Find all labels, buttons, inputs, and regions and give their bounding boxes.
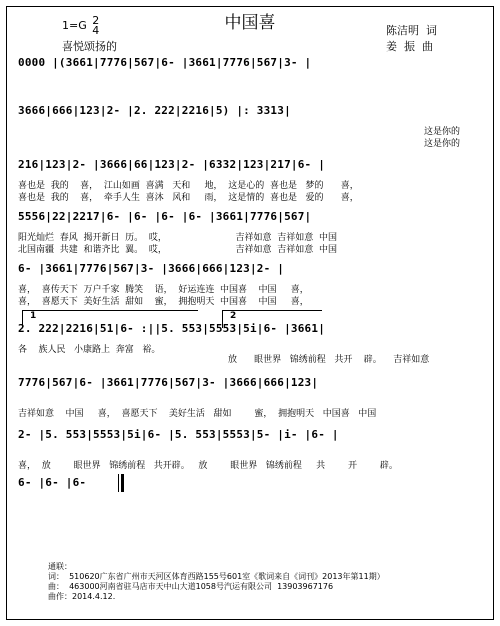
composer-credit: 姜 振 曲 xyxy=(386,40,433,53)
key-signature xyxy=(62,16,99,36)
time-bottom: 4 xyxy=(92,24,100,37)
lyric-row-3-verse-2: 喜也是 我的 喜， 牵手人生 喜沐 风和 雨， 这是情的 喜也是 爱的 喜， xyxy=(18,193,359,203)
score-row-1: 0000 |(3661|7776|567|6- |3661|7776|567|3- | xyxy=(18,56,312,69)
lyric-row-2-verse-1: 这是你的 xyxy=(424,127,461,137)
time-signature xyxy=(92,16,99,36)
score-row-8: 2- |5. 553|5553|5i|6- |5. 553|5553|5- |i- |6- | xyxy=(18,428,339,441)
lyric-row-5-verse-2: 喜， 喜愿天下 美好生活 甜如 蜜， 拥抱明天 中国喜 中国 喜， xyxy=(18,297,309,307)
contact-notes xyxy=(48,562,385,602)
notes-line-3: 曲： 463000河南省驻马店市天中山大道1058号汽运有限公司 13903967176 xyxy=(48,582,334,591)
volta-2-bracket xyxy=(222,310,322,311)
song-title: 中国喜 xyxy=(224,13,276,33)
score-row-5: 6- |3661|7776|567|3- |3666|666|123|2- | xyxy=(18,262,285,275)
lyric-row-6-ending-1: 各 族人民 小康路上 奔富 裕。 xyxy=(18,345,161,355)
score-row-7: 7776|567|6- |3661|7776|567|3- |3666|666|123| xyxy=(18,376,319,389)
score-row-4: 5556|22|2217|6- |6- |6- |6- |3661|7776|567| xyxy=(18,210,312,223)
score-row-9: 6- |6- |6- xyxy=(18,476,94,489)
score-row-2: 3666|666|123|2- |2. 222|2216|5) |: 3313| xyxy=(18,104,291,117)
page-frame xyxy=(6,6,494,620)
tempo-mood: 喜悦颂扬的 xyxy=(62,40,117,53)
lyric-row-4-verse-1: 阳光灿烂 春风 揭开新日 历。 哎， 吉祥如意 吉祥如意 中国 xyxy=(18,233,337,243)
lyric-row-5-verse-1: 喜， 喜传天下 万户千家 腾笑 语， 好运连连 中国喜 中国 喜， xyxy=(18,285,309,295)
final-barline-thin xyxy=(118,474,119,492)
time-top: 2 xyxy=(92,14,100,27)
lyricist-credit: 陈洁明 词 xyxy=(386,24,437,37)
volta-1-label: 1 xyxy=(30,311,37,321)
lyric-row-8: 喜， 放 眼世界 锦绣前程 共开辟。 放 眼世界 锦绣前程 共 开 辟。 xyxy=(18,461,398,471)
final-barline-thick xyxy=(121,474,124,492)
lyric-row-2-verse-2: 这是你的 xyxy=(424,139,461,149)
volta-1-bracket xyxy=(22,310,198,311)
notes-line-2: 词： 510620广东省广州市天河区体育西路155号601室《歌词来自《词刊》2013年第11期） xyxy=(48,572,385,581)
lyric-row-3-verse-1: 喜也是 我的 喜， 江山如画 喜满 天和 地， 这是心的 喜也是 梦的 喜， xyxy=(18,181,359,191)
notes-line-4: 曲作：2014.4.12. xyxy=(48,592,116,601)
key-label: 1=G xyxy=(62,19,87,32)
volta-2-label: 2 xyxy=(230,311,237,321)
score-row-6: 2. 222|2216|51|6- :||5. 553|5553|5i|6- |3661| xyxy=(18,322,326,335)
lyric-row-7: 吉祥如意 中国 喜， 喜愿天下 美好生活 甜如 蜜， 拥抱明天 中国喜 中国 xyxy=(18,409,377,419)
final-barline xyxy=(118,474,124,492)
lyric-row-4-verse-2: 北国南疆 共建 和谐齐比 翼。 哎， 吉祥如意 吉祥如意 中国 xyxy=(18,245,337,255)
score-row-3: 216|123|2- |3666|66|123|2- |6332|123|217|6- | xyxy=(18,158,326,171)
notes-line-1: 通联： xyxy=(48,562,72,571)
lyric-row-6-ending-2: 放 眼世界 锦绣前程 共开 辟。 吉祥如意 xyxy=(228,355,430,365)
